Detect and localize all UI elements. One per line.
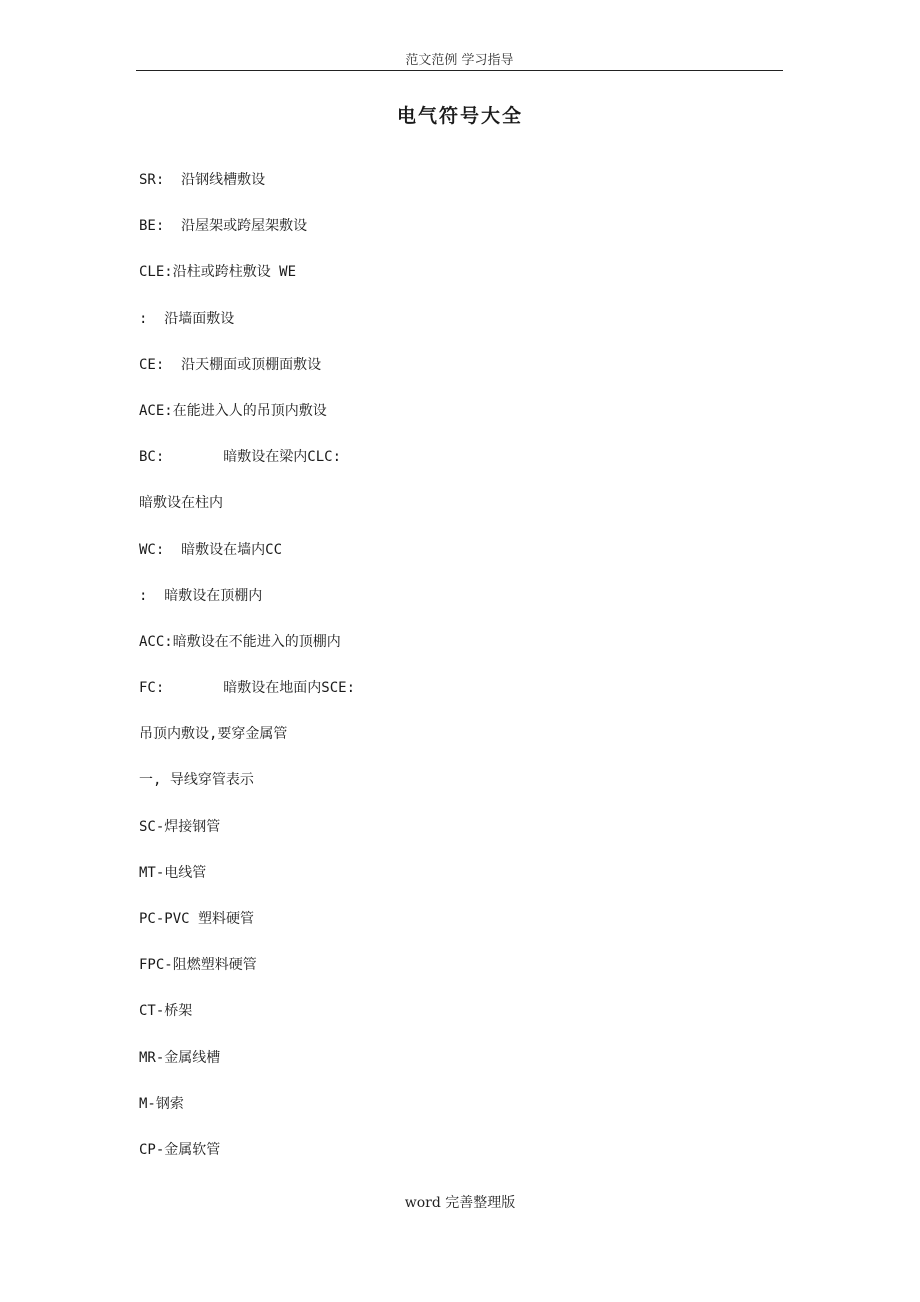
body-line: FPC-阻燃塑料硬管 xyxy=(139,957,257,974)
body-line: MT-电线管 xyxy=(139,864,207,881)
body-line: ACE:在能进入人的吊顶内敷设 xyxy=(139,402,327,419)
body-line: WC: 暗敷设在墙内CC xyxy=(139,541,283,558)
section-heading: 一, 导线穿管表示 xyxy=(139,772,254,789)
body-line: SC-焊接钢管 xyxy=(139,818,221,835)
page-header: 范文范例 学习指导 xyxy=(405,53,514,68)
body-line: SR: 沿钢线槽敷设 xyxy=(139,172,266,188)
document-title: 电气符号大全 xyxy=(396,105,523,127)
body-line: : 暗敷设在顶棚内 xyxy=(139,587,263,604)
body-line: CE: 沿天棚面或顶棚面敷设 xyxy=(139,356,322,373)
body-line: BC: 暗敷设在梁内CLC: xyxy=(139,449,342,466)
body-line: MR-金属线槽 xyxy=(139,1049,221,1066)
body-line: CP-金属软管 xyxy=(139,1141,221,1158)
body-line: ACC:暗敷设在不能进入的顶棚内 xyxy=(139,633,341,650)
document-body xyxy=(139,170,779,1186)
page-footer: word 完善整理版 xyxy=(404,1195,516,1211)
body-line: PC-PVC 塑料硬管 xyxy=(139,911,255,927)
body-line: BE: 沿屋架或跨屋架敷设 xyxy=(139,218,308,235)
body-line: M-钢索 xyxy=(139,1095,184,1112)
body-line: 暗敷设在柱内 xyxy=(139,495,223,512)
body-line: CT-桥架 xyxy=(139,1003,193,1020)
body-line: : 沿墙面敷设 xyxy=(139,310,235,327)
body-line: FC: 暗敷设在地面内SCE: xyxy=(139,680,356,697)
header-divider xyxy=(136,70,783,71)
body-line: CLE:沿柱或跨柱敷设 WE xyxy=(139,264,297,281)
body-line: 吊顶内敷设,要穿金属管 xyxy=(139,726,288,743)
